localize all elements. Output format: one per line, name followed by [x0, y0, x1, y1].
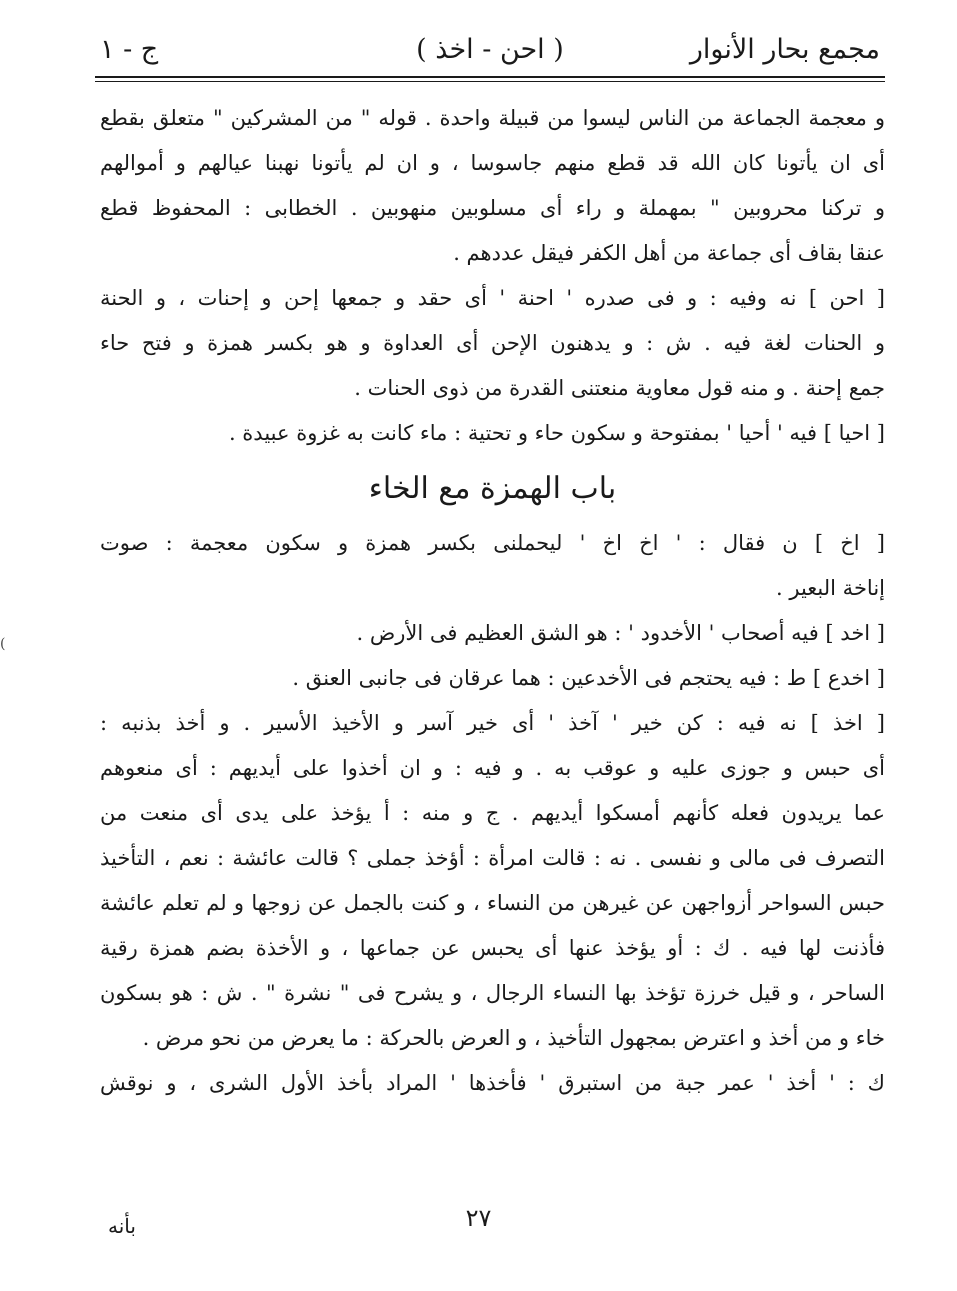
- page-number: ٢٧: [465, 1204, 492, 1232]
- text-line: [ اخ ] ن فقال : ' اخ اخ ' ليحملنى بكسر همزة و سكون معجمة : صوت: [100, 531, 885, 555]
- text-line: و الحنات لغة فيه . ش : و يدهنون الإحن أى العداوة و هو بكسر همزة و فتح حاء: [100, 331, 885, 355]
- text-line: الساحر ، و قيل خرزة تؤخذ بها النساء الرجال ، و يشرح فى " نشرة " . ش : هو بسكون: [100, 981, 885, 1005]
- text-line: [ اخد ] فيه أصحاب ' الأخدود ' : هو الشق العظيم فى الأرض .: [356, 621, 885, 645]
- text-line: حبس السواحر أزواجهن عن غيرهن من النساء ، و كنت بالجمل عن زوجها و لم تعلم عائشة: [100, 891, 885, 915]
- text-line: التصرف فى مالى و نفسى . نه : قالت امرأة : أؤخذ جملى ؟ قالت عائشة : نعم ، التأخيذ: [100, 846, 885, 870]
- text-line: فأذنت لها فيه . ك : أو يؤخذ عنها أى يحبس عن جماعها ، و الأخذة بضم همزة رقية: [100, 936, 885, 960]
- text-line: خاء و من أخذ و اعترض بمجهول التأخيذ ، و العرض بالحركة : ما يعرض من نحو مرض .: [142, 1026, 885, 1050]
- margin-mark: (: [0, 636, 6, 652]
- running-header: [100, 28, 880, 72]
- text-line: [ اخدع ] ط : فيه يحتجم فى الأخدعين : هما عرقان فى جانبى العنق .: [292, 666, 885, 690]
- body-text: [100, 96, 885, 1106]
- section-heading: باب الهمزة مع الخاء: [368, 471, 617, 506]
- catchword: بأنه: [108, 1214, 136, 1238]
- text-line: [ احيا ] فيه ' أحيا ' بمفتوحة و سكون حاء و تحتية : ماء كانت به غزوة عبيدة .: [228, 421, 885, 445]
- text-line: عما يريدون فعله كأنهم أمسكوا أيديهم . ج و منه : أ يؤخذ على يدى أى منعت من: [100, 801, 885, 825]
- volume-number: ج - ١: [100, 34, 159, 65]
- text-line: و معجمة الجماعة من الناس ليسوا من قبيلة واحدة . قوله " من المشركين " متعلق بقطع: [100, 106, 885, 130]
- text-line: ك : ' أخذ ' عمر جبة من استبرق ' فأخذها ' المراد بأخذ الأول الشرى ، و نوقش: [100, 1071, 885, 1095]
- text-line: [ احن ] نه وفيه : و فى صدره ' احنة ' أى حقد و جمعها إحن و إحنات ، و الحنة: [100, 286, 885, 310]
- header-rule: [95, 76, 885, 82]
- text-line: و تركنا محروبين " بمهملة و راء أى مسلوبين منهوبين . الخطابى : المحفوظ قطع: [100, 196, 885, 220]
- book-title: مجمع بحار الأنوار: [689, 34, 880, 65]
- text-line: عنقا بقاف أى جماعة من أهل الكفر فيقل عددهم .: [453, 241, 885, 265]
- text-line: جمع إحنة . و منه قول معاوية منعتنى القدرة من ذوى الحنات .: [354, 376, 885, 400]
- text-line: أى حبس و جوزى عليه و عوقب به . و فيه : و ان أخذوا على أيديهم : أى منعوهم: [100, 756, 885, 780]
- text-line: [ اخذ ] نه فيه : كن خير ' آخذ ' أى خير آسر و الأخيذ الأسير . و أخذ بذنبه :: [100, 711, 885, 735]
- text-line: إناخة البعير .: [776, 576, 885, 600]
- text-line: أى ان يأتونا كان الله قد قطع منهم جاسوسا ، و ان لم يأتونا نهبنا عيالهم و أموالهم: [100, 151, 885, 175]
- entry-range: ( احن - اخذ ): [416, 34, 564, 65]
